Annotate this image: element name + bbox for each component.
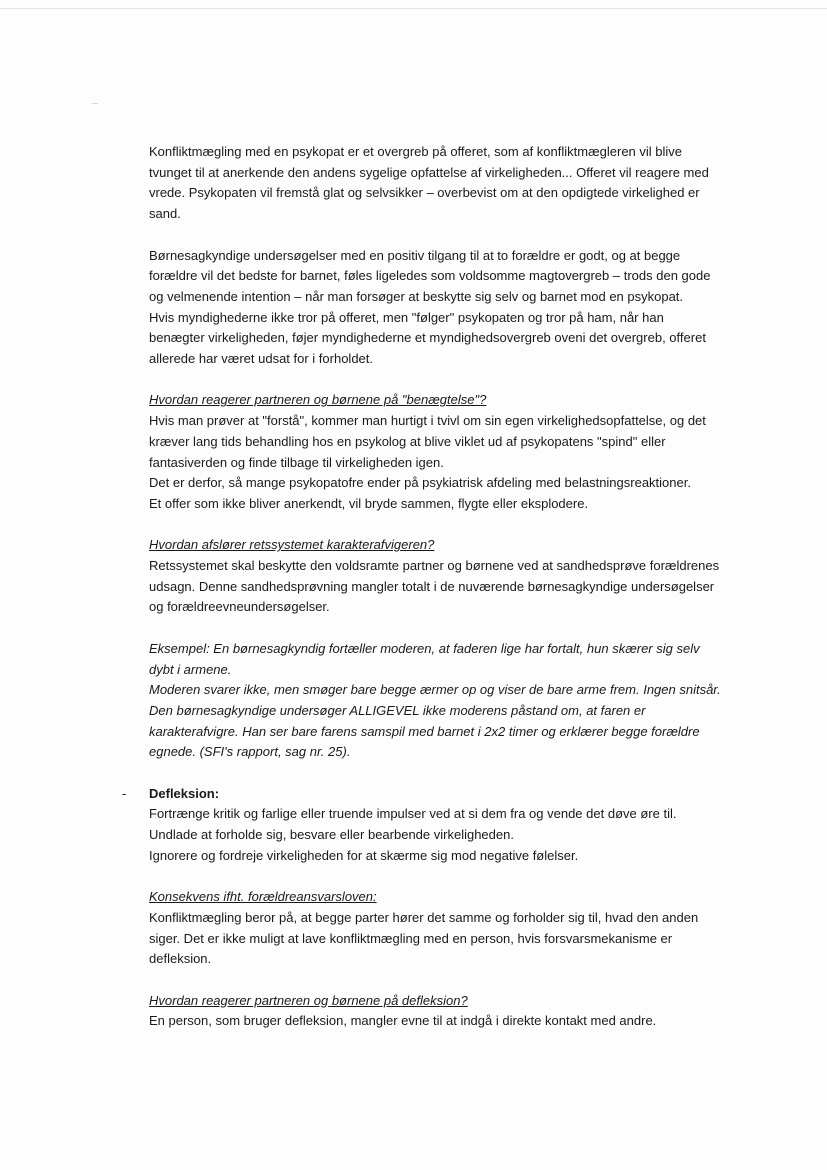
paragraph-child-expert	[149, 246, 749, 370]
scan-speck	[92, 103, 98, 104]
scan-edge-line	[0, 8, 827, 9]
text-line: Den børnesagkyndige undersøger ALLIGEVEL ikke moderens påstand om, at faren er	[149, 702, 646, 718]
bullet-deflection	[122, 784, 749, 805]
text-line: Ignorere og fordreje virkeligheden for at skærme sig mod negative følelser.	[149, 847, 579, 863]
paragraph-deflection	[149, 804, 749, 866]
heading-deflection-reaction: Hvordan reagerer partneren og børnene på defleksion?	[149, 992, 468, 1008]
text-line: benægter virkeligheden, føjer myndighederne et myndighedsovergreb oveni det overgreb, offeret	[149, 330, 706, 346]
text-line: Hvis myndighederne ikke tror på offeret, men "følger" psykopaten og tror på ham, når han	[149, 309, 664, 325]
text-line: forældre vil det bedste for barnet, føles ligeledes som voldsomme magtovergreb – trods den gode	[149, 268, 711, 284]
paragraph-consequence	[149, 908, 749, 970]
text-line: Undlade at forholde sig, besvare eller bearbende virkeligheden.	[149, 827, 514, 843]
text-line: kræver lang tids behandling hos en psykolog at blive viklet ud af psykopatens "spind" eller	[149, 433, 666, 449]
text-line: tvunget til at anerkende den andens sygelige opfattelse af virkeligheden... Offeret vil reagere med	[149, 164, 709, 180]
paragraph-legal-system	[149, 556, 749, 618]
text-line: Hvis man prøver at "forstå", kommer man hurtigt i tvivl om sin egen virkelighedsopfattelse, og det	[149, 413, 706, 429]
text-line: karakterafvigre. Han ser bare farens samspil med barnet i 2x2 timer og erklærer begge forældre	[149, 723, 700, 739]
bullet-dash: -	[122, 785, 127, 801]
text-line: udsagn. Denne sandhedsprøvning mangler totalt i de nuværende børnesagkyndige undersøgelser	[149, 578, 715, 594]
text-line: siger. Det er ikke muligt at lave konfliktmægling med en person, hvis forsvarsmekanisme er	[149, 930, 673, 946]
paragraph-denial-reaction	[149, 411, 749, 515]
text-line: og velmenende intention – når man forsøger at beskytte sig selv og barnet mod en psykopat.	[149, 288, 684, 304]
text-line: egnede. (SFI's rapport, sag nr. 25).	[149, 744, 351, 760]
text-line: Børnesagkyndige undersøgelser med en positiv tilgang til at to forældre er godt, og at begge	[149, 247, 681, 263]
document-body	[122, 142, 749, 1032]
text-line: En person, som bruger defleksion, mangler evne til at indgå i direkte kontakt med andre.	[149, 1013, 657, 1029]
text-line: allerede har været udsat for i forholdet.	[149, 351, 374, 367]
text-line: Konfliktmægling beror på, at begge parter hører det samme og forholder sig til, hvad den anden	[149, 909, 699, 925]
text-line: Eksempel: En børnesagkyndig fortæller moderen, at faderen lige har fortalt, hun skærer sig selv	[149, 640, 700, 656]
text-line: Et offer som ikke bliver anerkendt, vil bryde sammen, flygte eller eksplodere.	[149, 495, 589, 511]
text-line: Konfliktmægling med en psykopat er et overgreb på offeret, som af konfliktmægleren vil blive	[149, 144, 683, 159]
text-line: og forældreevneundersøgelser.	[149, 599, 330, 615]
text-line: dybt i armene.	[149, 661, 232, 677]
text-line: defleksion.	[149, 951, 212, 967]
text-line: vrede. Psykopaten vil fremstå glat og selvsikker – overbevist om at den opdigtede virkelighed er	[149, 185, 700, 201]
heading-consequence: Konsekvens ifht. forældreansvarsloven:	[149, 889, 377, 905]
paragraph-mediation	[149, 142, 749, 225]
text-line: sand.	[149, 206, 181, 222]
heading-legal-system: Hvordan afslører retssystemet karakterafvigeren?	[149, 537, 435, 553]
text-line: Fortrænge kritik og farlige eller truende impulser ved at si dem fra og vende det døve øre til.	[149, 806, 677, 822]
heading-denial-reaction: Hvordan reagerer partneren og børnene på "benægtelse"?	[149, 392, 487, 408]
text-line: Retssystemet skal beskytte den voldsramte partner og børnene ved at sandhedsprøve forældrenes	[149, 558, 720, 574]
text-line: Det er derfor, så mange psykopatofre ender på psykiatrisk afdeling med belastningsreaktioner.	[149, 475, 691, 491]
paragraph-example	[149, 639, 749, 763]
text-line: fantasiverden og finde tilbage til virkeligheden igen.	[149, 454, 444, 470]
text-line: Moderen svarer ikke, men smøger bare begge ærmer op og viser de bare arme frem. Ingen snitsår.	[149, 682, 721, 698]
paragraph-deflection-reaction	[149, 1011, 749, 1032]
bullet-title: Defleksion:	[149, 785, 220, 801]
